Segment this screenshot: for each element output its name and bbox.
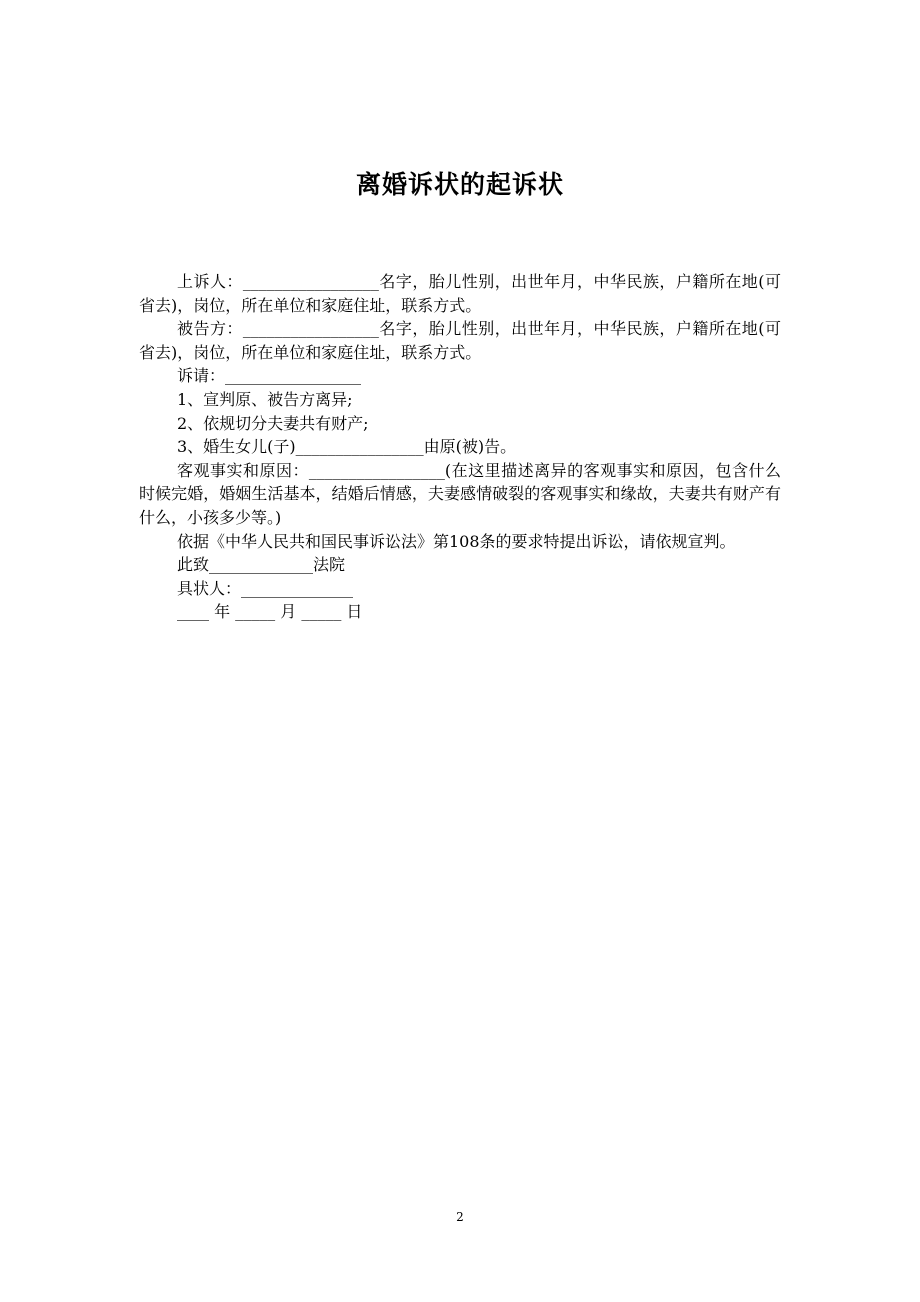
legal-basis-paragraph: 依据《中华人民共和国民事诉讼法》第108条的要求特提出诉讼，请依规宣判。 bbox=[177, 531, 736, 551]
signer-line: 具状人：______________ bbox=[177, 578, 354, 598]
defendant-paragraph: 被告方：_________________名字，胎儿性别，出世年月，中华民族，户籍所在地(可省去)，岗位，所在单位和家庭住址，联系方式。 bbox=[139, 319, 781, 362]
addressee-line: 此致_____________法院 bbox=[177, 555, 346, 575]
claim-item-3: 3、婚生女儿(子)________________由原(被)告。 bbox=[177, 437, 517, 457]
claim-item-2: 2、依规切分夫妻共有财产; bbox=[177, 413, 369, 433]
document-body bbox=[139, 270, 781, 624]
plaintiff-paragraph: 上诉人：_________________名字，胎儿性别，出世年月，中华民族，户籍所在地(可省去)，岗位，所在单位和家庭住址，联系方式。 bbox=[139, 272, 781, 315]
date-line: ____ 年 _____ 月 _____ 日 bbox=[177, 602, 363, 622]
claim-item-1: 1、宣判原、被告方离异; bbox=[177, 389, 353, 409]
document-title: 离婚诉状的起诉状 bbox=[355, 170, 564, 199]
claims-heading: 诉请：_________________ bbox=[177, 366, 362, 386]
page-number: 2 bbox=[456, 1210, 464, 1224]
facts-paragraph: 客观事实和原因：_________________(在这里描述离异的客观事实和原因，包含什么时候完婚，婚姻生活基本，结婚后情感，夫妻感情破裂的客观事实和缘故，夫妻共有财产有什么，小孩多少等。) bbox=[139, 460, 781, 527]
